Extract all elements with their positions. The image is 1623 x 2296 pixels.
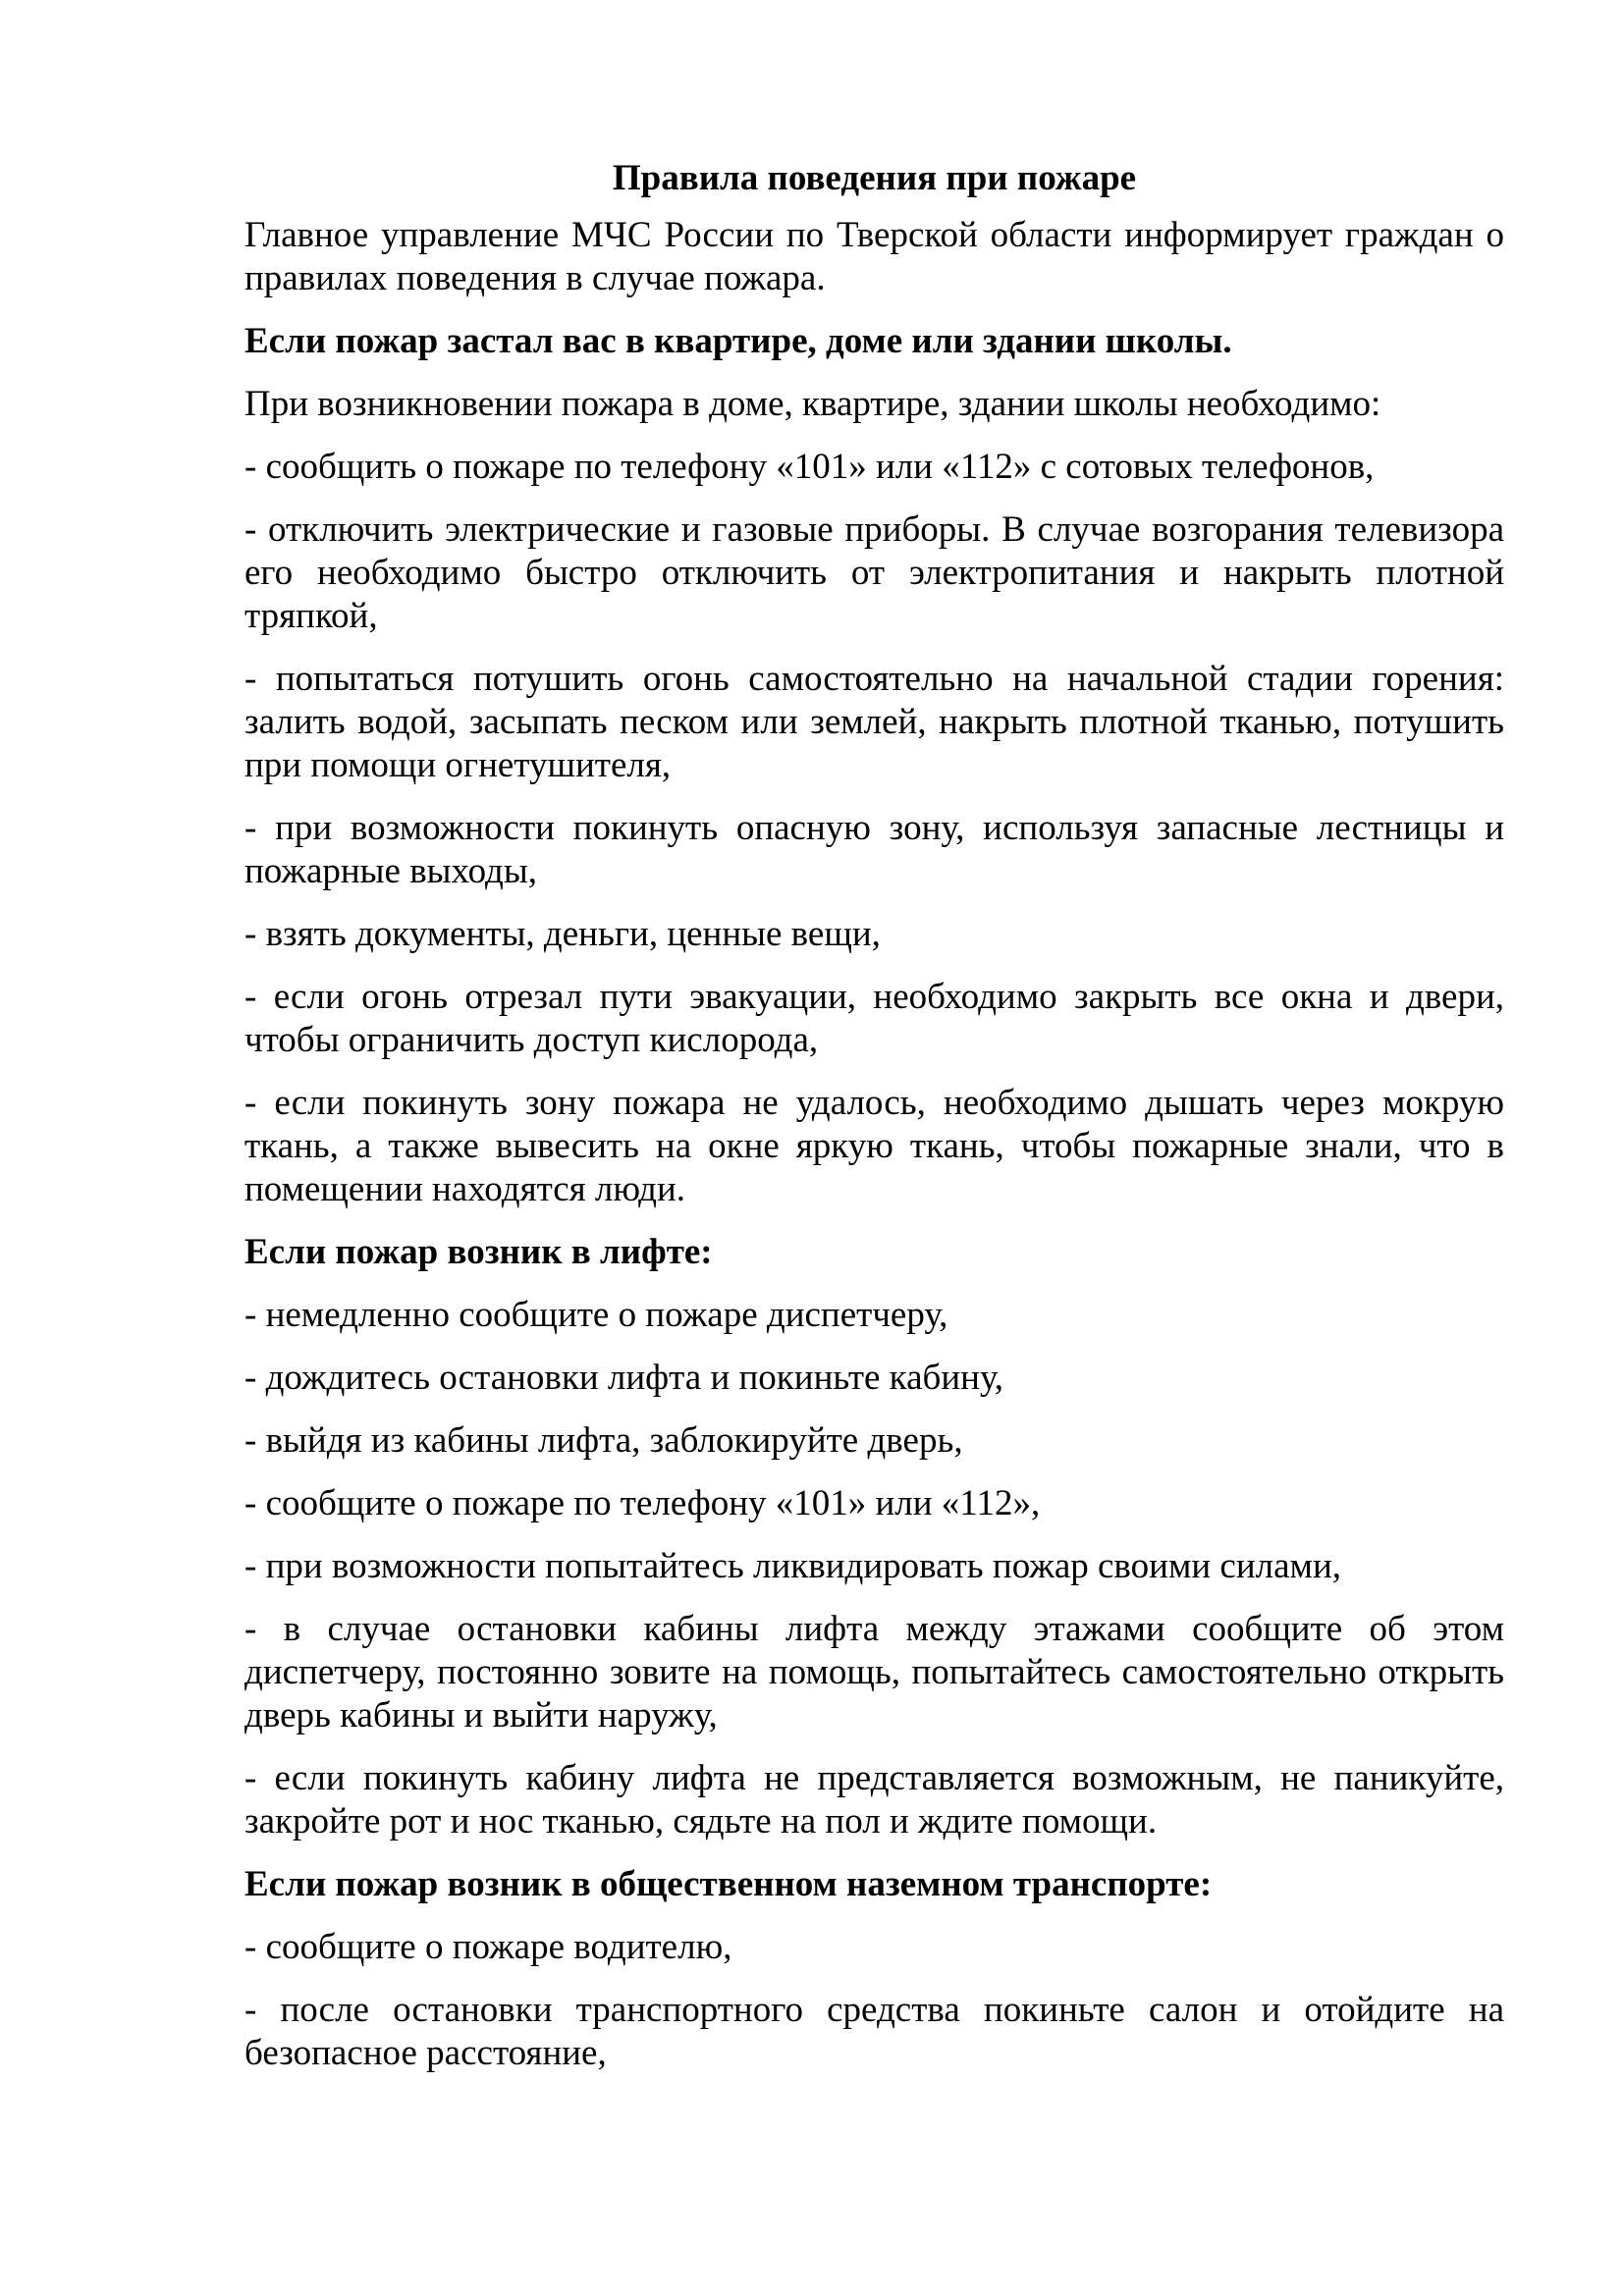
document-body — [244, 157, 1504, 2095]
document-title: Правила поведения при пожаре — [612, 158, 1137, 198]
list-transport — [244, 1926, 1504, 2075]
section-lead-apartment: При возникновении пожара в доме, квартире, здании школы необходимо: — [244, 384, 1381, 424]
list-item: - если огонь отрезал пути эвакуации, необходимо закрыть все окна и двери, чтобы ограничить доступ кислорода, — [244, 977, 1504, 1060]
section-heading-transport: Если пожар возник в общественном наземном транспорте: — [244, 1864, 1213, 1904]
list-item: - взять документы, деньги, ценные вещи, — [244, 914, 881, 954]
list-item: - дождитесь остановки лифта и покиньте кабину, — [244, 1358, 1003, 1398]
list-item: - при возможности попытайтесь ликвидировать пожар своими силами, — [244, 1546, 1341, 1586]
list-apartment — [244, 446, 1504, 1211]
list-item: - после остановки транспортного средства покиньте салон и отойдите на безопасное расстояние, — [244, 1990, 1504, 2073]
intro-paragraph: Главное управление МЧС России по Тверской области информирует граждан о правилах поведения в случае пожара. — [244, 215, 1504, 298]
list-item: - сообщить о пожаре по телефону «101» или «112» с сотовых телефонов, — [244, 447, 1375, 487]
list-item: - сообщите о пожаре по телефону «101» или «112», — [244, 1483, 1041, 1523]
list-item: - если покинуть зону пожара не удалось, необходимо дышать через мокрую ткань, а также вывесить на окне яркую ткань, чтобы пожарные знали, что в помещении находятся люди. — [244, 1083, 1504, 1209]
list-item: - отключить электрические и газовые приборы. В случае возгорания телевизора его необходимо быстро отключить от электропитания и накрыть плотной тряпкой, — [244, 509, 1504, 636]
section-heading-elevator: Если пожар возник в лифте: — [244, 1232, 713, 1272]
list-item: - в случае остановки кабины лифта между этажами сообщите об этом диспетчеру, постоянно зовите на помощь, попытайтесь самостоятельно открыть дверь кабины и выйти наружу, — [244, 1609, 1504, 1735]
list-item: - попытаться потушить огонь самостоятельно на начальной стадии горения: залить водой, засыпать песком или землей, накрыть плотной тканью, потушить при помощи огнетушителя, — [244, 659, 1504, 785]
list-item: - выйдя из кабины лифта, заблокируйте дверь, — [244, 1420, 963, 1461]
section-heading-apartment: Если пожар застал вас в квартире, доме или здании школы. — [244, 321, 1232, 361]
list-item: - если покинуть кабину лифта не представляется возможным, не паникуйте, закройте рот и нос тканью, сядьте на пол и ждите помощи. — [244, 1758, 1504, 1842]
list-item: - сообщите о пожаре водителю, — [244, 1927, 732, 1967]
list-elevator — [244, 1294, 1504, 1843]
list-item: - при возможности покинуть опасную зону, используя запасные лестницы и пожарные выходы, — [244, 808, 1504, 891]
list-item: - немедленно сообщите о пожаре диспетчеру, — [244, 1295, 948, 1335]
